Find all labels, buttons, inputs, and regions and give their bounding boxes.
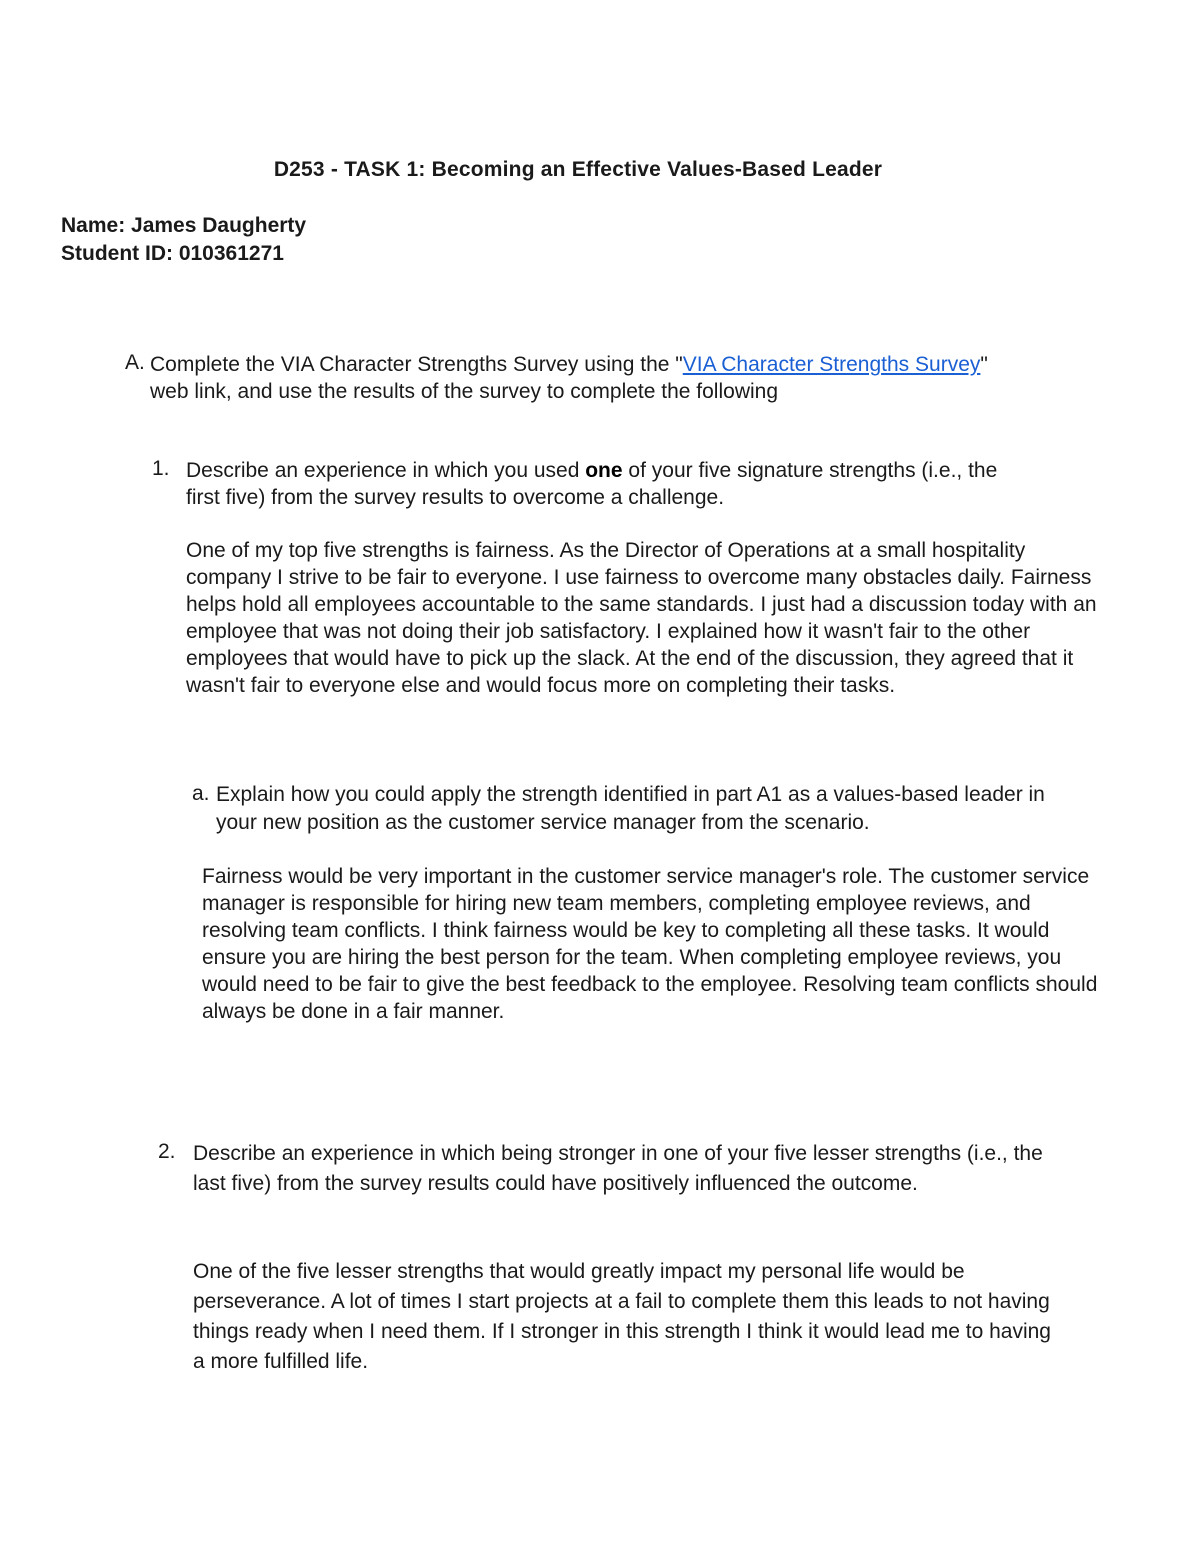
item-1-prompt-after: of your five signature strengths (i.e., the (622, 459, 998, 482)
item-2-marker: 2. (158, 1140, 176, 1163)
item-2-answer: One of the five lesser strengths that would greatly impact my personal life would be perseverance. A lot of times I start projects at a fail to complete them this leads to not having things ready when I need them. If I stronger in this strength I think it would lead me to having a more fulfilled life. (193, 1260, 1051, 1373)
item-1-prompt (186, 457, 1136, 511)
student-name: Name: James Daugherty (61, 214, 307, 237)
section-a-prompt (150, 351, 1130, 405)
student-id: Student ID: 010361271 (61, 242, 284, 265)
item-2-prompt: Describe an experience in which being stronger in one of your five lesser strengths (i.e., the last five) from the survey results could have positively influenced the outcome. (193, 1142, 1043, 1195)
item-1a-answer: Fairness would be very important in the customer service manager's role. The customer service manager is responsible for hiring new team members, completing employee reviews, and resolving team conflicts. I think fairness would be key to completing all these tasks. It would ensure you are hiring the best person for the team. When completing employee reviews, you would need to be fair to give the best feedback to the employee. Resolving team conflicts should always be done in a fair manner. (202, 865, 1098, 1023)
item-1a-prompt: Explain how you could apply the strength identified in part A1 as a values-based leader in your new position as the customer service manager from the scenario. (216, 783, 1045, 834)
item-1-marker: 1. (152, 457, 170, 480)
section-a-line2: web link, and use the results of the survey to complete the following (150, 380, 779, 403)
section-a-marker: A. (125, 351, 145, 374)
document-title: D253 - TASK 1: Becoming an Effective Values-Based Leader (273, 158, 883, 181)
section-a-text: Complete the VIA Character Strengths Survey using the " (150, 353, 683, 376)
section-a-quote-close: " (980, 353, 988, 376)
item-1-prompt-line2: first five) from the survey results to overcome a challenge. (186, 486, 725, 509)
item-1-prompt-before: Describe an experience in which you used (186, 459, 586, 482)
item-1-prompt-bold: one (585, 459, 623, 482)
item-1-answer: One of my top five strengths is fairness. As the Director of Operations at a small hospitality company I strive to be fair to everyone. I use fairness to overcome many obstacles daily. Fairness helps hold all employees accountable to the same standards. I just had a discussion today with an employee that was not doing their job satisfactory. I explained how it wasn't fair to the other employees that would have to pick up the slack. At the end of the discussion, they agreed that it wasn't fair to everyone else and would focus more on completing their tasks. (186, 539, 1097, 697)
via-survey-link[interactable]: VIA Character Strengths Survey (682, 353, 981, 376)
item-1a-marker: a. (192, 782, 210, 805)
